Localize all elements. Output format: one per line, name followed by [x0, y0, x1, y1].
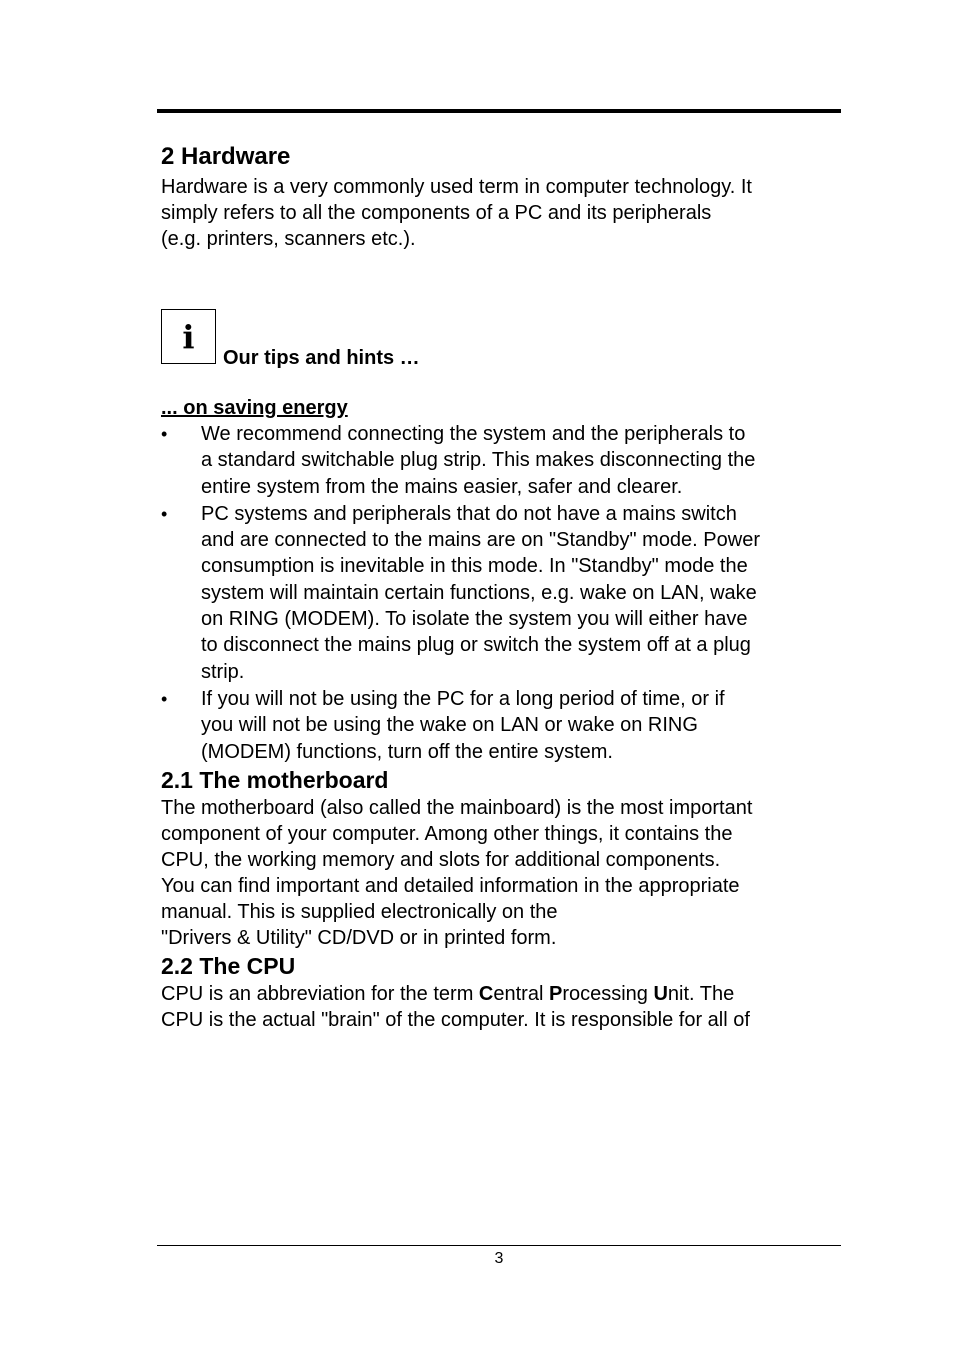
text-line: You can find important and detailed information in the appropriate — [161, 874, 740, 897]
cpu-line-2: CPU is the actual "brain" of the computer. It is responsible for all of — [161, 1008, 750, 1031]
list-item-line: consumption is inevitable in this mode. In "Standby" mode the — [201, 555, 748, 578]
list-item-line: and are connected to the mains are on "Standby" mode. Power — [201, 529, 760, 552]
list-item-line: strip. — [201, 660, 245, 683]
cpu-text — [161, 981, 841, 1033]
info-icon — [161, 309, 216, 364]
cpu-bold-letter: U — [653, 982, 668, 1005]
energy-tips-list — [161, 421, 841, 765]
list-item-line: entire system from the mains easier, safer and clearer. — [201, 475, 683, 498]
header-rule — [157, 109, 841, 113]
intro-line: (e.g. printers, scanners etc.). — [161, 228, 416, 250]
section-heading-cpu: 2.2 The CPU — [161, 952, 296, 979]
cpu-bold-letter: P — [548, 982, 563, 1005]
cpu-text-segment: rocessing — [562, 982, 654, 1005]
motherboard-text — [161, 795, 841, 951]
list-item-line: a standard switchable plug strip. This makes disconnecting the — [201, 449, 756, 472]
list-item-line: (MODEM) functions, turn off the entire system. — [201, 740, 613, 763]
cpu-text-segment: CPU is an abbreviation for the term — [161, 982, 479, 1005]
list-item-line: on RING (MODEM). To isolate the system you will either have — [201, 608, 748, 631]
list-item — [161, 501, 841, 685]
info-icon-glyph: i — [182, 317, 195, 356]
intro-line: simply refers to all the components of a PC and its peripherals — [161, 202, 712, 224]
hardware-intro — [161, 174, 841, 252]
page-content — [161, 140, 841, 1033]
tips-heading: Our tips and hints … — [223, 347, 420, 369]
list-item-line: to disconnect the mains plug or switch the system off at a plug — [201, 634, 751, 657]
cpu-text-segment: nit. The — [667, 982, 735, 1005]
tips-callout — [161, 309, 841, 369]
cpu-line-1 — [161, 983, 734, 1005]
bullet-icon: • — [161, 424, 168, 444]
footer-rule — [157, 1245, 841, 1246]
text-line: CPU, the working memory and slots for additional components. — [161, 848, 721, 871]
bullet-icon: • — [161, 503, 168, 524]
list-item-line: If you will not be using the PC for a long period of time, or if — [201, 687, 725, 710]
list-item — [161, 686, 841, 765]
list-item — [161, 421, 841, 500]
list-item-line: you will not be using the wake on LAN or wake on RING — [201, 714, 698, 737]
list-item-line: system will maintain certain functions, e.g. wake on LAN, wake — [201, 581, 757, 604]
text-line: manual. This is supplied electronically on the — [161, 900, 558, 923]
bullet-icon: • — [161, 688, 168, 709]
text-line: "Drivers & Utility" CD/DVD or in printed form. — [161, 926, 557, 949]
text-line: The motherboard (also called the mainboard) is the most important — [161, 796, 753, 819]
section-heading-hardware: 2 Hardware — [161, 143, 291, 170]
text-line: component of your computer. Among other things, it contains the — [161, 822, 733, 845]
section-heading-motherboard: 2.1 The motherboard — [161, 766, 389, 793]
cpu-bold-letter: C — [478, 982, 494, 1005]
list-item-line: PC systems and peripherals that do not have a mains switch — [201, 502, 737, 525]
cpu-text-segment: entral — [493, 982, 549, 1005]
page-number: 3 — [494, 1250, 504, 1267]
intro-line: Hardware is a very commonly used term in computer technology. It — [161, 176, 752, 198]
energy-subheading: ... on saving energy — [161, 397, 348, 419]
list-item-line: We recommend connecting the system and the peripherals to — [201, 423, 746, 445]
